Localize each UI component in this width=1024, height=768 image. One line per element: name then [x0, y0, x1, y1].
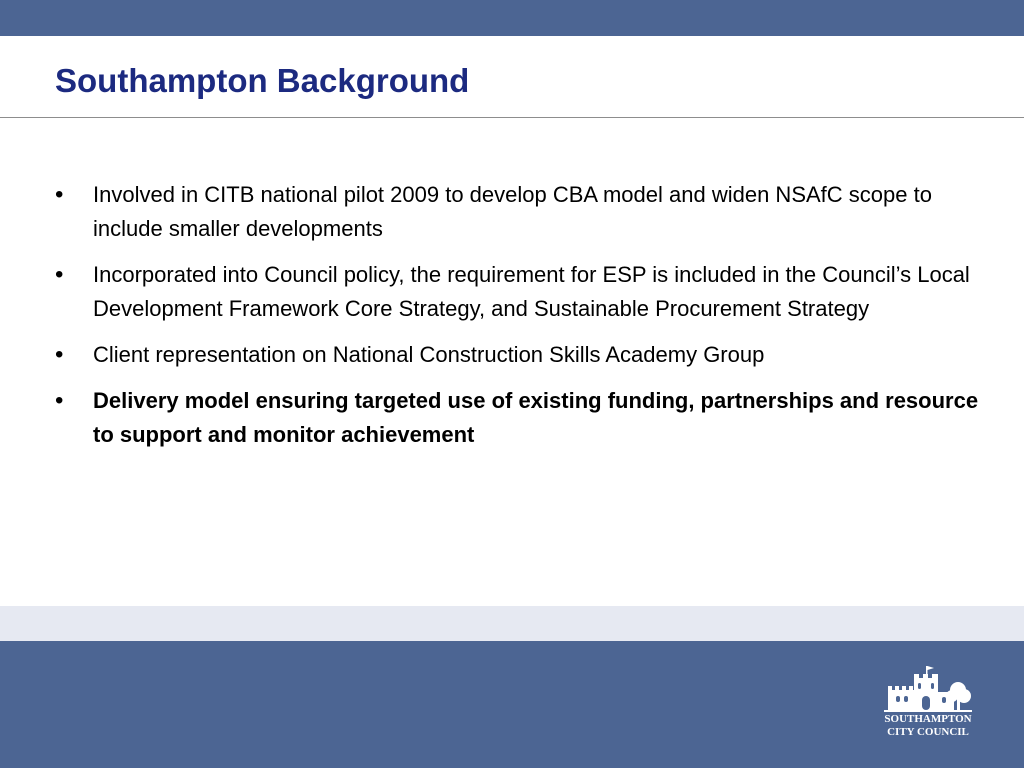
bullet-item	[55, 338, 985, 372]
title-divider	[0, 117, 1024, 118]
top-band	[0, 0, 1024, 36]
bullet-text: Involved in CITB national pilot 2009 to develop CBA model and widen NSAfC scope to include smaller developments	[93, 182, 932, 241]
bullet-item	[55, 258, 985, 326]
bottom-band	[0, 641, 1024, 768]
logo-text-line2: CITY COUNCIL	[887, 726, 969, 738]
bullet-text: Client representation on National Construction Skills Academy Group	[93, 342, 765, 367]
bullet-text: Incorporated into Council policy, the requirement for ESP is included in the Council’s Local Development Framework Core Strategy, and Sustainable Procurement Strategy	[93, 262, 970, 321]
bullet-glyph: •	[55, 387, 64, 414]
bullet-glyph: •	[55, 181, 64, 208]
slide-title: Southampton Background	[55, 62, 470, 99]
bullet-glyph: •	[55, 261, 64, 288]
bullet-text: Delivery model ensuring targeted use of existing funding, partnerships and resource to support and monitor achievement	[93, 388, 979, 447]
bullet-glyph: •	[55, 341, 64, 368]
logo-text-line1: SOUTHAMPTON	[884, 713, 972, 725]
bullet-item	[55, 178, 985, 246]
light-band	[0, 606, 1024, 641]
bullet-list	[55, 178, 985, 464]
bullet-item-bold	[55, 384, 985, 452]
council-logo	[882, 666, 974, 746]
castle-icon	[882, 666, 974, 712]
